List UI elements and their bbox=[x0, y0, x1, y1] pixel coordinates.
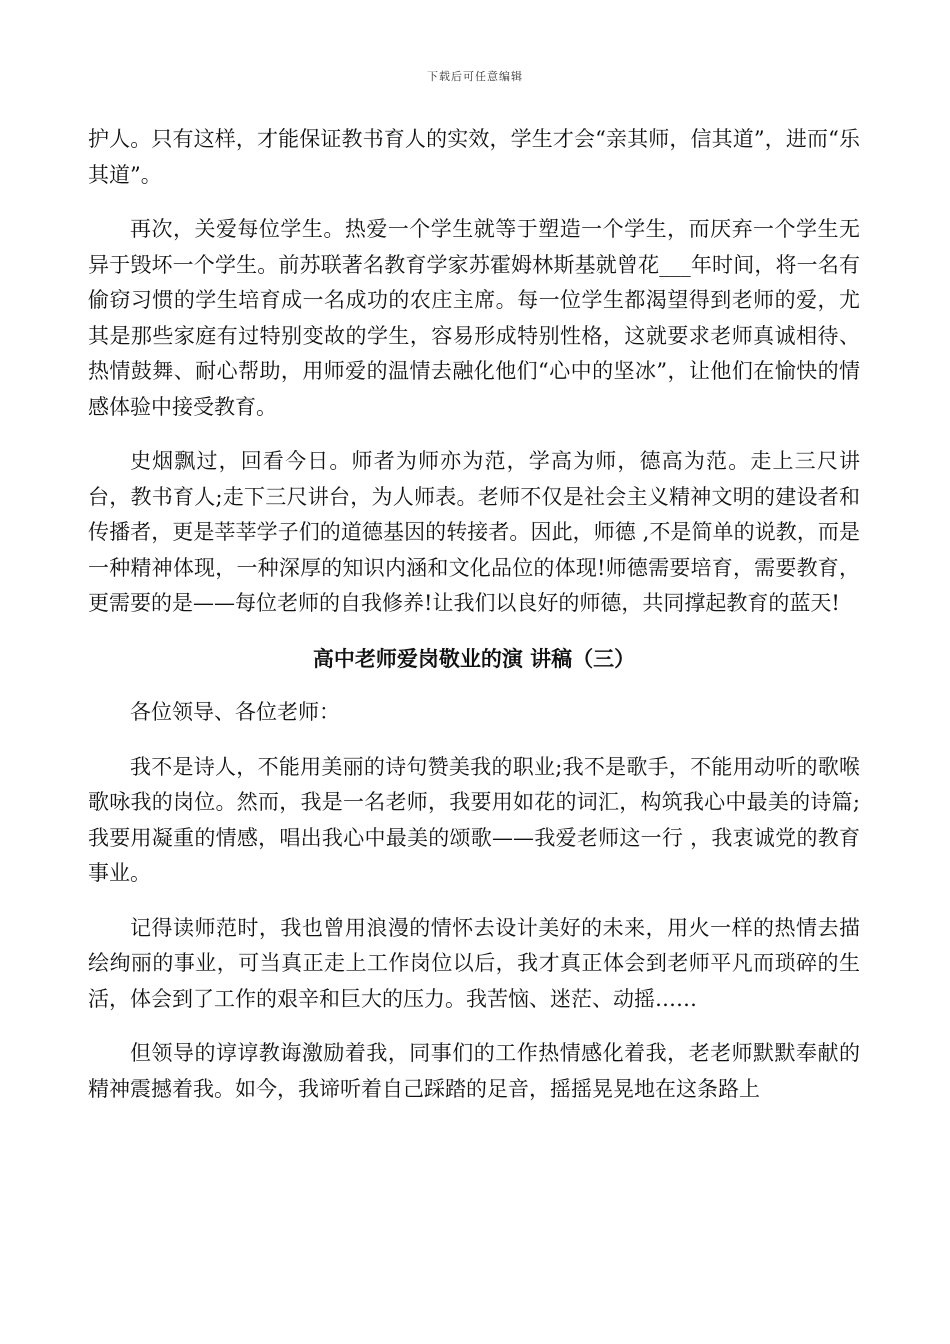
section-title: 高中老师爱岗敬业的演 讲稿（三） bbox=[312, 645, 636, 671]
paragraph-normal-school: 记得读师范时，我也曾用浪漫的情怀去设计美好的未来，用火一样的热情去描绘绚丽的事业，可当真正走上工作岗位以后，我才真正体会到老师平凡而琐碎的生活，体会到了工作的艰辛和巨大的压力。我苦恼、迷茫、动摇…… bbox=[88, 915, 860, 1011]
paragraph-teacher-ethics: 史烟飘过，回看今日。师者为师亦为范，学高为师，德高为范。走上三尺讲台，教书育人;走下三尺讲台，为人师表。老师不仅是社会主义精神文明的建设者和传播者，更是莘莘学子们的道德基因的转接者。因此，师德 ,不是简单的说教，而是一种精神体现，一种深厚的知识内涵和文化品位的体现!师德需要培育，需要教育，更需要的是——每位老师的自我修养!让我们以良好的师德，共同撑起教育的蓝天! bbox=[88, 449, 860, 615]
paragraph-leadership: 但领导的谆谆教诲激励着我，同事们的工作热情感化着我，老老师默默奉献的精神震撼着我。如今，我谛听着自己踩踏的足音，摇摇晃晃地在这条路上 bbox=[88, 1041, 860, 1101]
paragraph-care-students: 再次，关爱每位学生。热爱一个学生就等于塑造一个学生，而厌弃一个学生无异于毁坏一个学生。前苏联著名教育学家苏霍姆林斯基就曾花___年时间，将一名有偷窃习惯的学生培育成一名成功的农庄主席。每一位学生都渴望得到老师的爱，尤其是那些家庭有过特别变故的学生，容易形成特别性格，这就要求老师真诚相待、热情鼓舞、耐心帮助，用师爱的温情去融化他们“心中的坚冰”，让他们在愉快的情感体验中接受教育。 bbox=[88, 217, 860, 419]
paragraph-not-poet: 我不是诗人，不能用美丽的诗句赞美我的职业;我不是歌手，不能用动听的歌喉歌咏我的岗位。然而，我是一名老师，我要用如花的词汇，构筑我心中最美的诗篇;我要用凝重的情感，唱出我心中最美的颂歌——我爱老师这一行 ，我衷诚党的教育事业。 bbox=[88, 754, 860, 885]
paragraph-continuation: 护人。只有这样，才能保证教书育人的实效，学生才会“亲其师，信其道”，进而“乐其道”。 bbox=[88, 127, 860, 187]
greeting: 各位领导、各位老师： bbox=[130, 700, 340, 724]
header-note: 下载后可任意编辑 bbox=[427, 70, 523, 83]
document-body bbox=[88, 122, 860, 1126]
